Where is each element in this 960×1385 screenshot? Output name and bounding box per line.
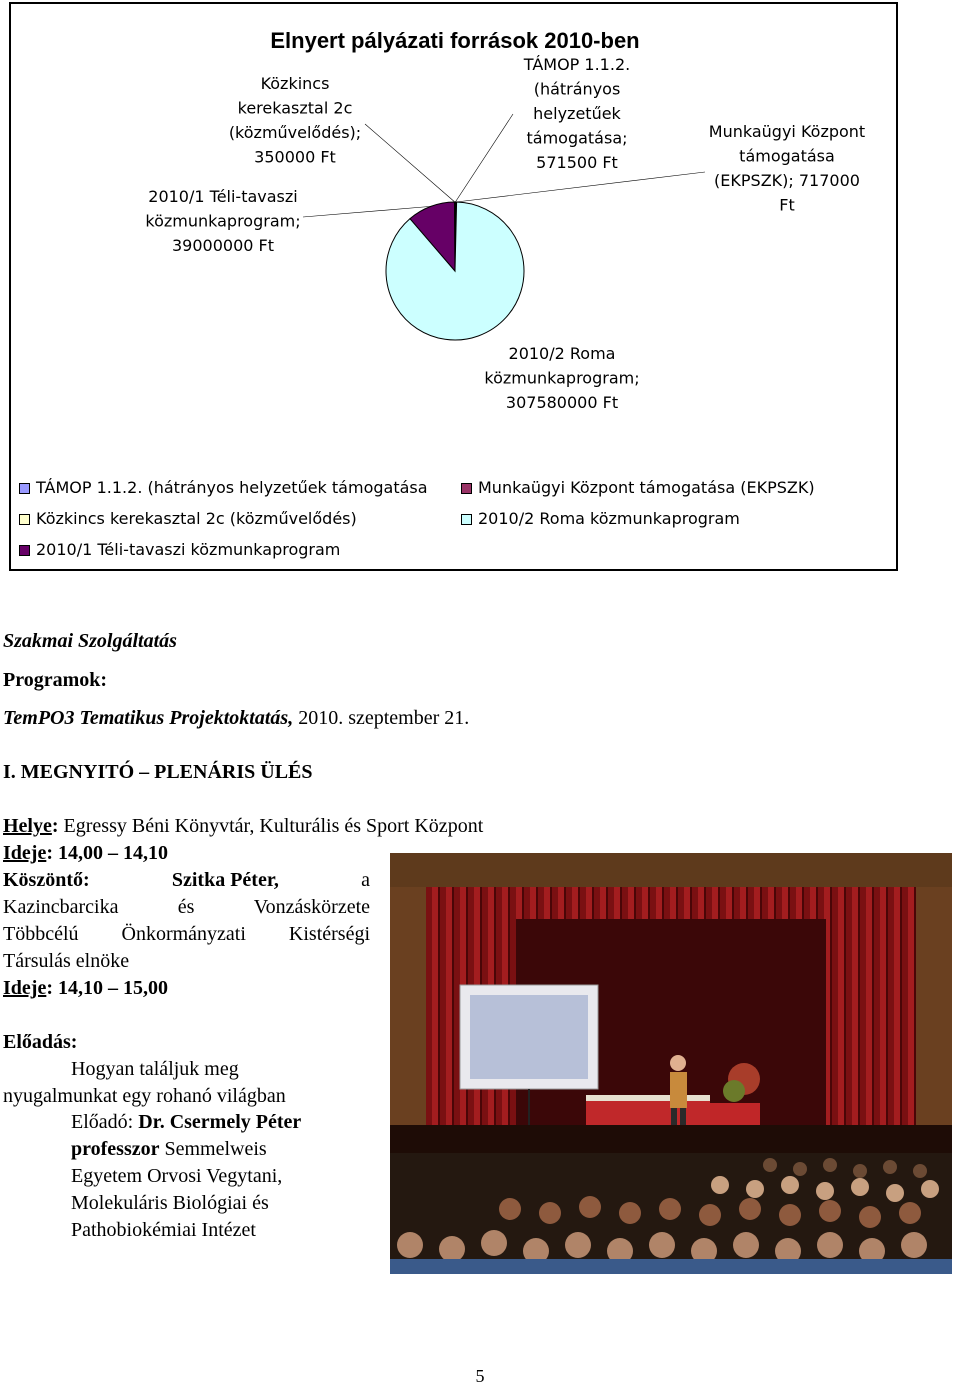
presenter-name: Dr. Csermely Péter bbox=[138, 1111, 302, 1133]
place-label: Helye bbox=[3, 815, 52, 837]
programs-label: Programok: bbox=[3, 669, 108, 691]
leader-line bbox=[365, 124, 455, 202]
greeter-word: Többcélú bbox=[3, 923, 79, 945]
chart-title: Elnyert pályázati források 2010-ben bbox=[270, 28, 640, 53]
legend-label: Munkaügyi Központ támogatása (EKPSZK) bbox=[478, 478, 815, 497]
time-label: Ideje bbox=[3, 977, 47, 999]
legend-swatch bbox=[461, 483, 472, 494]
leader-line bbox=[303, 206, 431, 217]
slice-label: 2010/1 Téli-tavaszi közmunkaprogram; 39000000 Ft bbox=[145, 187, 301, 255]
time-label: Ideje bbox=[3, 842, 47, 864]
time-value: : 14,10 – 15,00 bbox=[46, 977, 168, 999]
leader-line bbox=[456, 172, 705, 202]
greeter-line-2 bbox=[3, 896, 370, 919]
presenter-institution-line: Molekuláris Biológiai és bbox=[71, 1192, 269, 1214]
conference-photo-drawing bbox=[390, 853, 952, 1274]
lecture-title-line-2: nyugalmunkat egy rohanó világban bbox=[3, 1085, 286, 1107]
legend-label: 2010/1 Téli-tavaszi közmunkaprogram bbox=[36, 540, 341, 559]
event-line bbox=[3, 707, 469, 730]
greeter-word: és bbox=[177, 896, 195, 918]
greeter-word: Önkormányzati bbox=[121, 923, 246, 945]
legend-swatch bbox=[19, 483, 30, 494]
greeter-word: a bbox=[361, 869, 370, 891]
legend-label: 2010/2 Roma közmunkaprogram bbox=[478, 509, 740, 528]
page-number: 5 bbox=[475, 1366, 485, 1385]
legend-item bbox=[19, 540, 340, 559]
time-value: : 14,00 – 14,10 bbox=[46, 842, 168, 864]
event-title: TemPO3 Tematikus Projektoktatás, bbox=[3, 707, 294, 729]
slice-label: 2010/2 Roma közmunkaprogram; 307580000 Ft bbox=[484, 344, 640, 412]
time-line-2 bbox=[3, 977, 168, 1000]
place-colon: : bbox=[51, 815, 59, 837]
greeter-word: Kistérségi bbox=[288, 923, 370, 945]
presenter-institution-line: Pathobiokémiai Intézet bbox=[71, 1219, 256, 1241]
conference-photo bbox=[390, 853, 952, 1274]
slice-label: Munkaügyi Központ támogatása (EKPSZK); 717000 Ft bbox=[708, 122, 866, 215]
slice-label: Közkincs kerekasztal 2c (közművelődés); 350000 Ft bbox=[228, 74, 362, 167]
pie-chart bbox=[9, 2, 898, 571]
greeter-line-1 bbox=[3, 869, 370, 892]
presenter-institution: Semmelweis bbox=[159, 1138, 267, 1160]
greeter-word: Vonzáskörzete bbox=[253, 896, 370, 918]
presenter-prefix: Előadó: bbox=[71, 1111, 139, 1133]
event-date: 2010. szeptember 21. bbox=[293, 707, 470, 729]
presenter-institution-line: Egyetem Orvosi Vegytani, bbox=[71, 1165, 283, 1187]
place-value: Egressy Béni Könyvtár, Kulturális és Sport Központ bbox=[58, 815, 484, 837]
slice-label: TÁMOP 1.1.2. (hátrányos helyzetűek támogatása; 571500 Ft bbox=[523, 55, 631, 172]
lecture-title-line-1: Hogyan találjuk meg bbox=[71, 1058, 239, 1080]
place-line bbox=[3, 815, 483, 838]
legend-label: TÁMOP 1.1.2. (hátrányos helyzetűek támogatása bbox=[36, 478, 428, 497]
legend-swatch bbox=[19, 514, 30, 525]
time-line-1 bbox=[3, 842, 168, 865]
section-title: Szakmai Szolgáltatás bbox=[3, 630, 177, 652]
legend-label: Közkincs kerekasztal 2c (közművelődés) bbox=[36, 509, 357, 528]
lecture-label: Előadás: bbox=[3, 1031, 78, 1053]
session-heading: I. MEGNYITÓ – PLENÁRIS ÜLÉS bbox=[3, 761, 313, 783]
presenter-title-line bbox=[71, 1138, 267, 1161]
greeter-line-4: Társulás elnöke bbox=[3, 950, 130, 972]
greeter-name: Szitka Péter, bbox=[171, 869, 279, 891]
legend-item bbox=[461, 509, 740, 528]
leader-line bbox=[455, 114, 513, 202]
legend-item bbox=[19, 509, 357, 528]
legend-item bbox=[19, 478, 428, 497]
greeter-label: Köszöntő: bbox=[3, 869, 90, 891]
presenter-title: professzor bbox=[71, 1138, 160, 1160]
presenter-line bbox=[71, 1111, 301, 1134]
greeter-line-3 bbox=[3, 923, 370, 946]
legend-swatch bbox=[461, 514, 472, 525]
greeter-word: Kazincbarcika bbox=[3, 896, 119, 918]
legend-swatch bbox=[19, 545, 30, 556]
legend-item bbox=[461, 478, 815, 497]
